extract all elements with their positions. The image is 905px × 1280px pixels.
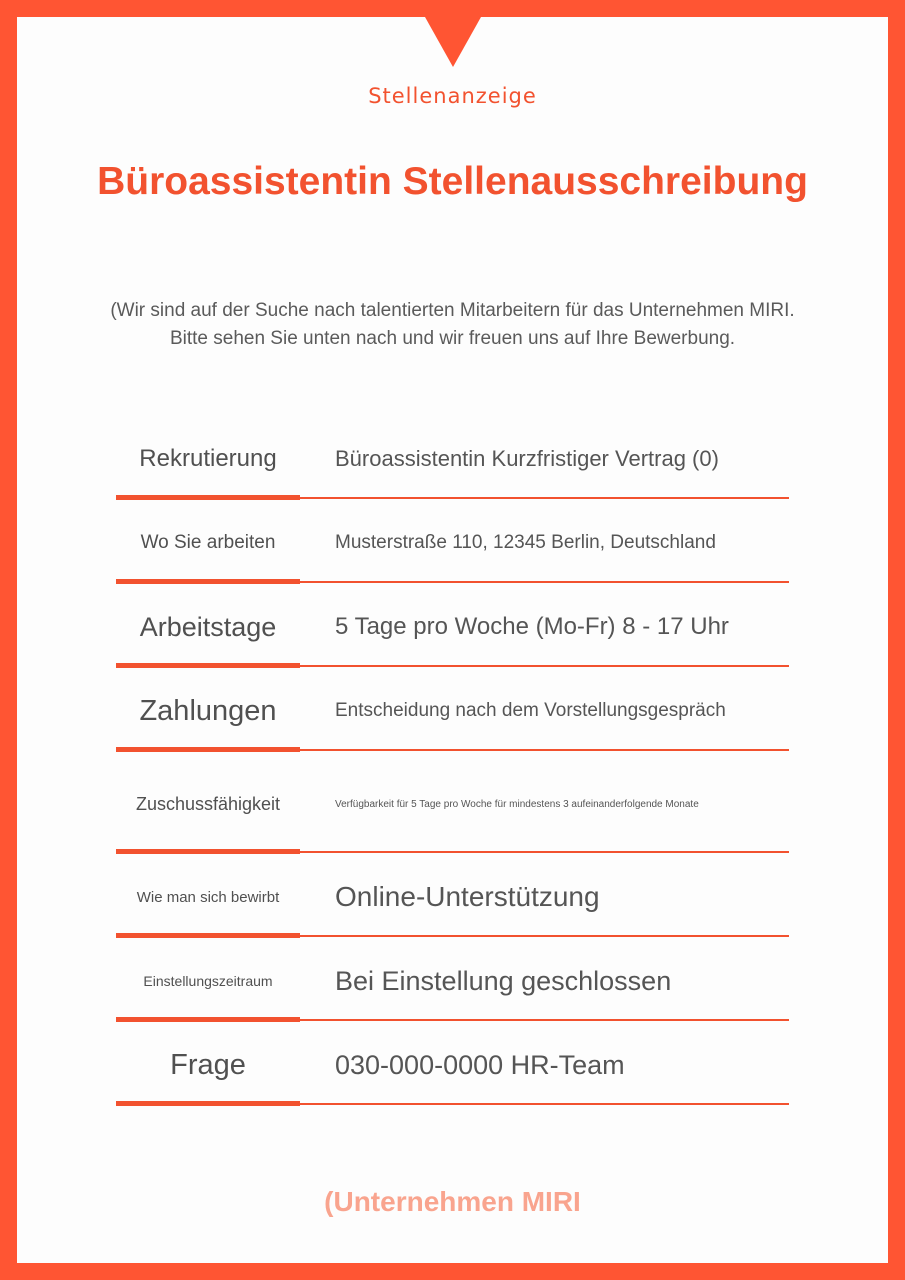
- detail-value: 030-000-0000 HR-Team: [335, 1049, 625, 1080]
- divider-accent: [116, 933, 300, 938]
- detail-row-workdays: [116, 588, 789, 672]
- detail-value: Büroassistentin Kurzfristiger Vertrag (0): [335, 446, 719, 471]
- detail-value: Online-Unterstützung: [335, 881, 600, 912]
- detail-row-recruitment: [116, 420, 789, 504]
- divider-line: [300, 665, 789, 667]
- detail-row-eligibility: [116, 756, 789, 858]
- divider-line: [300, 497, 789, 499]
- divider-accent: [116, 747, 300, 752]
- divider-line: [300, 1019, 789, 1021]
- detail-row-location: [116, 504, 789, 588]
- divider-accent: [116, 663, 300, 668]
- divider-line: [300, 1103, 789, 1105]
- detail-value: Entscheidung nach dem Vorstellungsgespräch: [335, 700, 726, 721]
- detail-row-hiring-period: [116, 942, 789, 1026]
- detail-label: Rekrutierung: [139, 445, 277, 472]
- divider-accent: [116, 579, 300, 584]
- detail-label: Arbeitstage: [139, 611, 277, 642]
- detail-label: Einstellungszeitraum: [143, 973, 273, 989]
- divider-line: [300, 581, 789, 583]
- detail-label: Wo Sie arbeiten: [140, 532, 276, 553]
- job-details-table: [116, 420, 789, 1110]
- detail-row-payment: [116, 672, 789, 756]
- detail-value: 5 Tage pro Woche (Mo-Fr) 8 - 17 Uhr: [335, 613, 729, 640]
- detail-value: Musterstraße 110, 12345 Berlin, Deutschland: [335, 532, 716, 553]
- divider-line: [300, 851, 789, 853]
- page-title: Büroassistentin Stellenausschreibung: [97, 160, 808, 203]
- detail-label: Zahlungen: [139, 694, 277, 727]
- divider-accent: [116, 1101, 300, 1106]
- intro-line-1: (Wir sind auf der Suche nach talentierten Mitarbeitern für das Unternehmen MIRI.: [110, 300, 795, 321]
- divider-line: [300, 749, 789, 751]
- eyebrow-label: Stellenanzeige: [368, 84, 537, 108]
- intro-line-2: Bitte sehen Sie unten nach und wir freuen uns auf Ihre Bewerbung.: [169, 328, 736, 349]
- detail-value: Bei Einstellung geschlossen: [335, 965, 672, 996]
- detail-label: Frage: [170, 1048, 246, 1081]
- detail-row-how-to-apply: [116, 858, 789, 942]
- detail-label: Wie man sich bewirbt: [136, 888, 280, 906]
- divider-accent: [116, 849, 300, 854]
- detail-label: Zuschussfähigkeit: [135, 793, 281, 814]
- intro-text: [0, 297, 905, 353]
- divider-accent: [116, 1017, 300, 1022]
- detail-value: Verfügbarkeit für 5 Tage pro Woche für mindestens 3 aufeinanderfolgende Monate: [335, 798, 699, 810]
- divider-accent: [116, 495, 300, 500]
- triangle-notch-decoration: [425, 17, 481, 67]
- company-brand: (Unternehmen MIRI: [324, 1186, 581, 1217]
- detail-row-contact: [116, 1026, 789, 1110]
- divider-line: [300, 935, 789, 937]
